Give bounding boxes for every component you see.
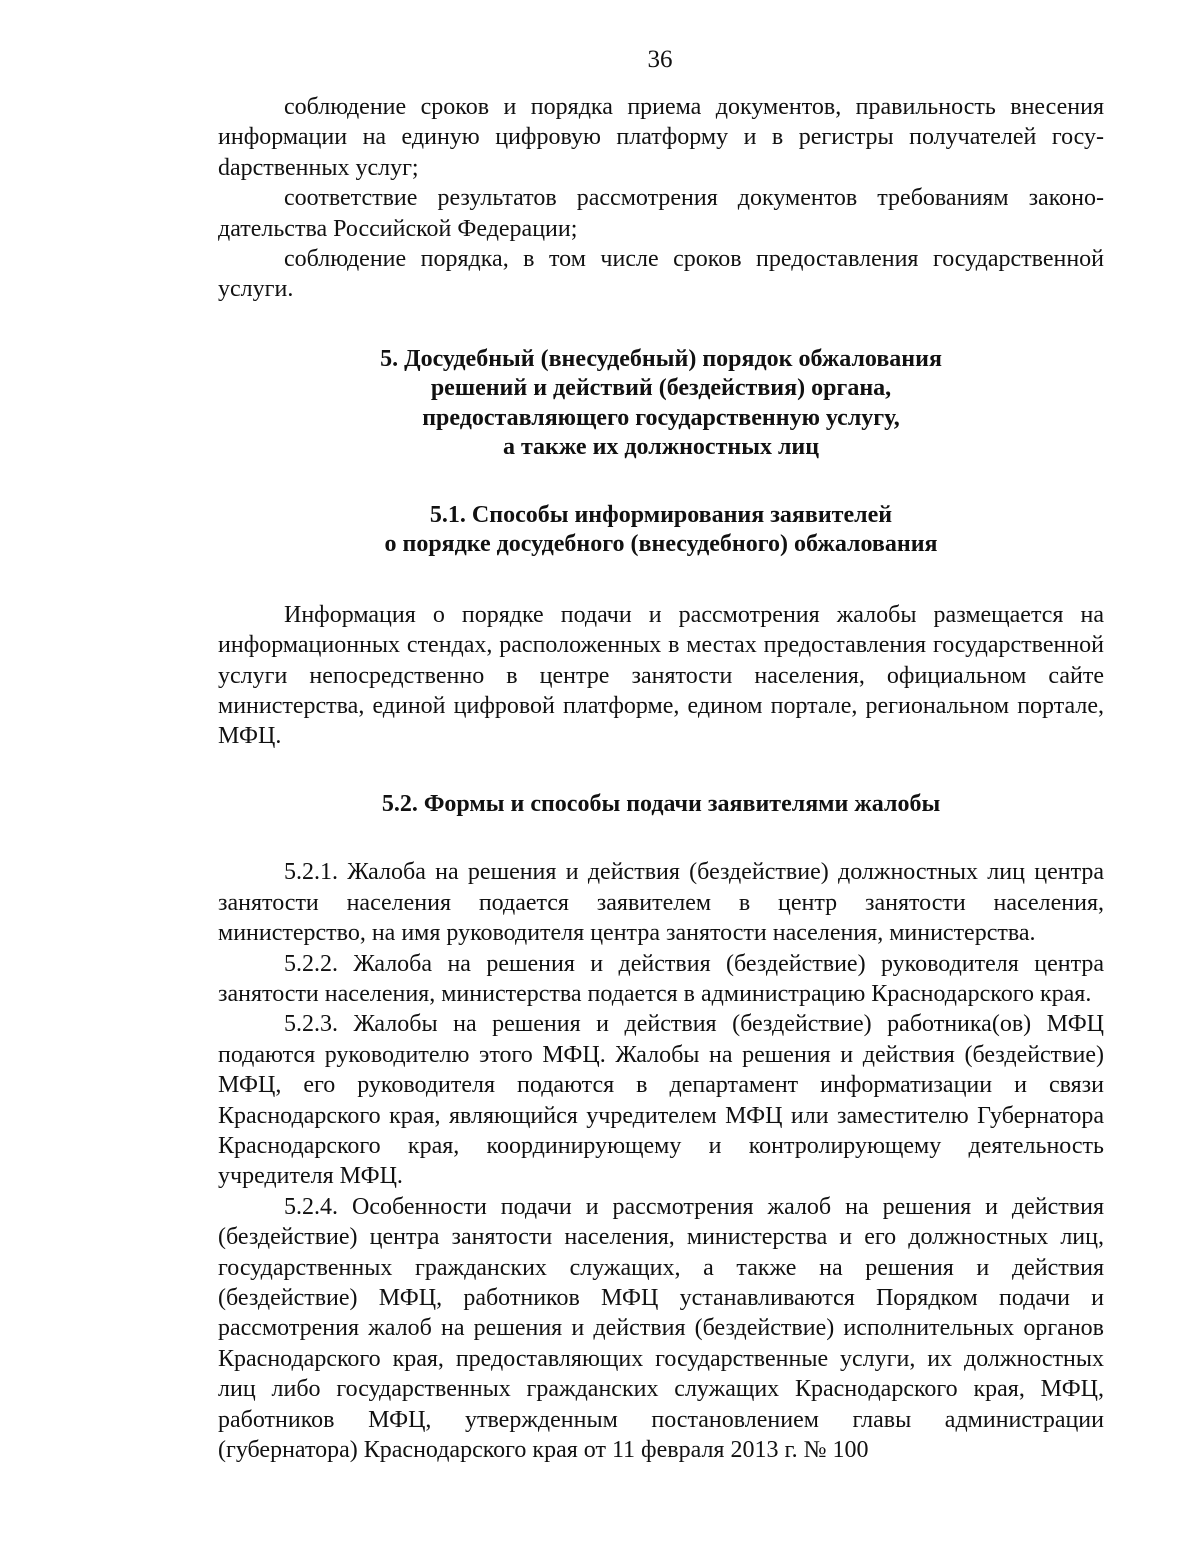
page-content xyxy=(218,92,1104,1466)
section-5-2-heading xyxy=(218,790,1104,820)
intro-paragraph-2: соответствие результатов рассмотрения документов требованиям законодательства Российской Федерации; xyxy=(218,185,1104,242)
section-5-1-paragraph: Информация о порядке подачи и рассмотрения жалобы размещается на информационных стендах, расположенных в местах предоставления государственной услуги непосредственно в центре занятости населения, официальном сайте министерства, единой цифровой платформе, едином портале, региональном портале, МФЦ. xyxy=(218,601,1104,750)
section-5-2-1-paragraph: 5.2.1. Жалоба на решения и действия (бездействие) должностных лиц центра занятости населения подается заявителем в центр занятости населения, министерство, на имя руководителя центра занятости населения, министерства. xyxy=(218,859,1104,947)
section-5-2-2-paragraph: 5.2.2. Жалоба на решения и действия (бездействие) руководителя центра занятости населения, министерства подается в администрацию Краснодарского края. xyxy=(218,950,1104,1007)
intro-paragraph-3: соблюдение порядка, в том числе сроков предоставления государственной услуги. xyxy=(218,246,1104,303)
section-5-2-3-paragraph: 5.2.3. Жалобы на решения и действия (бездействие) работника(ов) МФЦ подаются руководителю этого МФЦ. Жалобы на решения и действия (бездействие) МФЦ, его руководителя подаются в департамент информатизации и связи Краснодарского края, являющийся учредителем МФЦ или заместителю Губернатора Краснодарского края, координирующему и контролирующему деятельность учредителя МФЦ. xyxy=(218,1011,1104,1190)
section-5-heading-line: предоставляющего государственную услугу, xyxy=(422,404,900,431)
section-5-heading-line: а также их должностных лиц xyxy=(502,434,820,461)
section-5-1-heading-line: о порядке досудебного (внесудебного) обжалования xyxy=(384,531,938,558)
section-5-heading-line: 5. Досудебный (внесудебный) порядок обжалования xyxy=(380,345,942,372)
section-5-heading xyxy=(218,345,1104,463)
section-5-1-heading xyxy=(218,501,1104,560)
section-5-heading-line: решений и действий (бездействия) органа, xyxy=(430,375,892,402)
page-number: 36 xyxy=(647,46,673,73)
intro-paragraph-1: соблюдение сроков и порядка приема документов, правильность внесения информации на единую цифровую платформу и в регистры получателей госуdарственных услуг; xyxy=(218,94,1104,181)
section-5-2-heading-text: 5.2. Формы и способы подачи заявителями жалобы xyxy=(381,790,941,817)
section-5-2-4-paragraph: 5.2.4. Особенности подачи и рассмотрения жалоб на решения и действия (бездействие) центра занятости населения, министерства и его должностных лиц, государственных гражданских служащих, а также на решения и действия (бездействие) МФЦ, работников МФЦ устанавливаются Порядком подачи и рассмотрения жалоб на решения и действия (бездействие) исполнительных органов Краснодарского края, предоставляющих государственные услуги, их должностных лиц либо государственных гражданских служащих Краснодарского края, МФЦ, работников МФЦ, утвержденным постановлением главы администрации (губернатора) Краснодарского края от 11 февраля 2013 г. № 100 xyxy=(218,1193,1104,1464)
section-5-1-heading-line: 5.1. Способы информирования заявителей xyxy=(429,501,893,528)
